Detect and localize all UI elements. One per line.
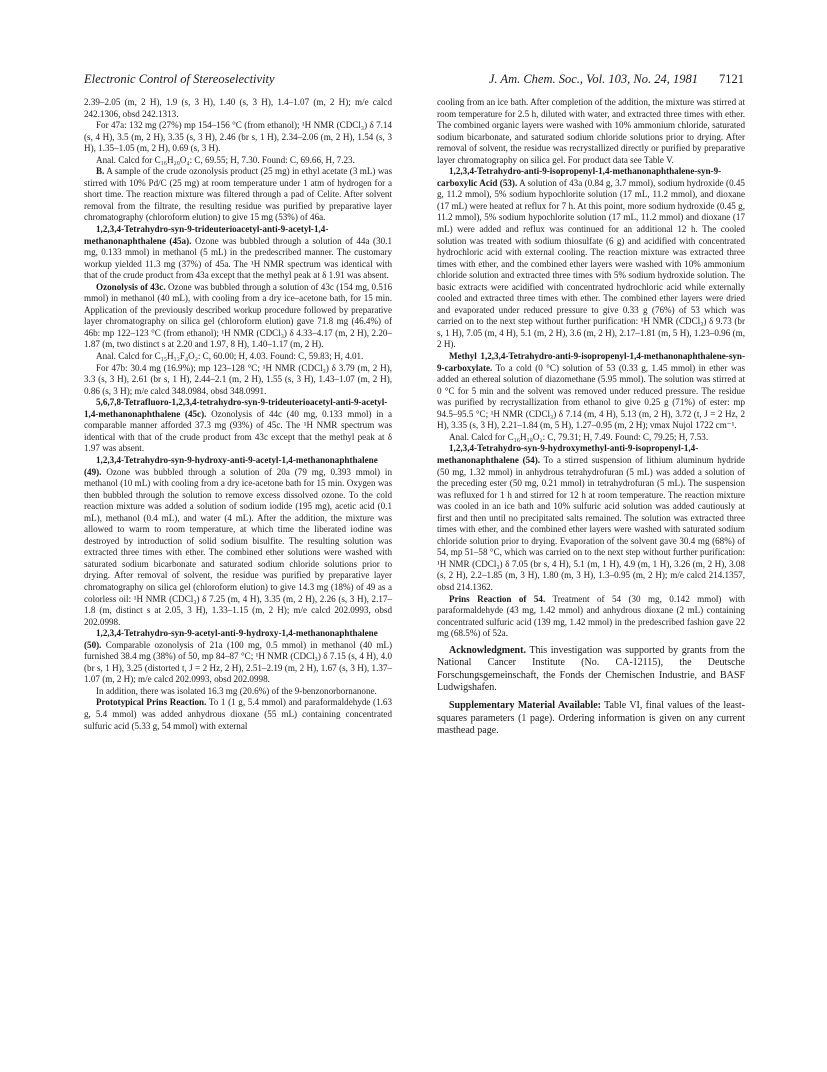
paragraph-heading: 5,6,7,8-Tetrafluoro-1,2,3,4-tetrahydro-syn-9-trideuterioacetyl-anti-9-acetyl-1,4-methanonaphthalene (45c). bbox=[84, 397, 388, 419]
paragraph-heading: Ozonolysis of 43c. bbox=[96, 281, 166, 292]
paragraph-heading: 1,2,3,4-Tetrahydro-syn-9-hydroxy-anti-9-acetyl-1,4-methanonaphthalene (49). bbox=[84, 454, 378, 477]
paragraph-text: Treatment of 54 (30 mg, 0.142 mmol) with paraformaldehyde (43 mg, 1.42 mmol) and anhydrous dioxane (2 mL) containing concentrated sulfuric acid (139 mg, 1.42 mmol) in the predescribed fashion gave 22 mg (68.5%) of 52a. bbox=[437, 593, 745, 639]
paragraph-text: For 47a: 132 mg (27%) mp 154–156 °C (from ethanol); ¹H NMR (CDCl₃) δ 7.14 (s, 4 H), 3.5 (m, 2 H), 3.35 (s, 3 H), 2.46 (br s, 1 H), 2.34–2.06 (m, 2 H), 1.54 (s, 3 H), 1.35–1.05 (m, 2 H), 0.69 (s, 3 H). bbox=[84, 120, 392, 154]
paragraph bbox=[437, 432, 745, 444]
paragraph-heading: Acknowledgment. bbox=[449, 644, 526, 656]
paragraph-text: A solution of 43a (0.84 g, 3.7 mmol), sodium hydroxide (0.45 g, 11.2 mmol), 5% sodium hypochlorite solution (17 mL, 11.2 mmol), and dioxane (17 mL) were heated at reflux for 7 h. At this point, more sodium hydroxide (0.45 g, 11.2 mmol), 5% sodium hypochlorite solution (17 mL, 11.2 mmol) and dioxane (17 mL) were added and reflux was continued for an additional 12 h. The cooled solution was treated with sodium thiosulfate (6 g) and acidified with concentrated hydrochloric acid with external cooling. The reaction mixture was extracted three times with ether, and the combined ether layers were washed with 10% ammonium chloride solution and extracted three times with 5% sodium hydroxide solution. The basic extracts were acidified with concentrated hydrochloric acid while externally cooled and extracted three times with ether. The combined ether layers were dried and evaporated under reduced pressure to give 0.33 g (76%) of 53 which was carried on to the next step without further purification: ¹H NMR (CDCl₃) δ 9.73 (br s, 1 H), 7.05 (m, 4 H), 5.1 (m, 2 H), 3.6 (m, 2 H), 2.17–1.81 (m, 5 H), 1.23–0.96 (m, 2 H). bbox=[437, 177, 745, 350]
paragraph bbox=[84, 351, 392, 363]
right-column bbox=[437, 97, 745, 738]
paragraph-heading: Methyl 1,2,3,4-Tetrahydro-anti-9-isopropenyl-1,4-methanonaphthalene-syn-9-carboxylate. bbox=[437, 351, 745, 373]
paragraph bbox=[84, 397, 392, 455]
paragraph bbox=[84, 686, 392, 698]
paragraph-heading: Supplementary Material Available: bbox=[449, 700, 601, 712]
paragraph bbox=[84, 697, 392, 732]
paragraph-text: To 1 (1 g, 5.4 mmol) and paraformaldehyde (1.63 g, 5.4 mmol) was added anhydrous dioxane (55 mL) containing concentrated sulfuric acid (5.33 g, 54 mmol) with external bbox=[84, 697, 393, 731]
paragraph-text: To a stirred suspension of lithium aluminum hydride (50 mg, 1.32 mmol) in anhydrous tetrahydrofuran (5 mL) was added a solution of the preceding ester (50 mg, 0.21 mmol) in tetrahydrofuran (5 mL). The suspension was refluxed for 1 h and stirred for 12 h at room temperature. The reaction mixture was cooled in an ice bath and 10% sulfuric acid solution was added cautiously at first and then until no precipitated salts remained. The solution was extracted three times with ether, and the combined ether layers were washed with saturated sodium chloride solution prior to drying. Evaporation of the solvent gave 30.4 mg (68%) of 54, mp 51–58 °C, which was carried on to the next step without further purification: ¹H NMR (CDCl₃) δ 7.05 (br s, 4 H), 5.1 (m, 1 H), 4.9 (m, 1 H), 3.26 (m, 2 H), 3.08 (s, 2 H), 2.2–1.85 (m, 3 H), 1.80 (m, 3 H), 1.3–0.95 (m, 2 H); m/e calcd 214.1357, obsd 214.1362. bbox=[437, 454, 745, 592]
paragraph bbox=[437, 594, 745, 640]
paragraph-text: This investigation was supported by grants from the National Cancer Institute (No. CA-12115), the Deutsche Forschungsgemeinschaft, the Fonds der Chemischen Industrie, and BASF Ludwigshafen. bbox=[437, 644, 745, 694]
paragraph-text: Anal. Calcd for C₁₆H₁₈O₂: C, 79.31; H, 7.49. Found: C, 79.25; H, 7.53. bbox=[449, 431, 709, 442]
paragraph-text: Table VI, final values of the least-squares parameters (1 page). Ordering information is given on any current masthead page. bbox=[437, 700, 746, 737]
left-column bbox=[84, 97, 392, 732]
paragraph bbox=[84, 155, 392, 167]
paragraph bbox=[437, 700, 745, 738]
paragraph-text: Anal. Calcd for C₁₅H₁₂F₄O₂: C, 60.00; H, 4.03. Found: C, 59.83; H, 4.01. bbox=[96, 351, 364, 362]
paragraph-text: Ozone was bubbled through a solution of 43c (154 mg, 0.516 mmol) in methanol (40 mL), with cooling from a dry ice–acetone bath, for 15 min. Application of the previously described workup procedure followed by preparative layer chromatography on silica gel (chloroform elution) gave 71.8 mg (46.4%) of 46b: mp 122–123 °C (from ethanol); ¹H NMR (CDCl₃) δ 4.33–4.17 (m, 2 H), 2.20–1.87 (m, two distinct s at 2.20 and 1.97, 8 H), 1.40–1.17 (m, 2 H). bbox=[84, 281, 392, 350]
paragraph bbox=[84, 455, 392, 628]
paragraph bbox=[437, 97, 745, 166]
paragraph bbox=[84, 224, 392, 282]
paragraph-heading: B. bbox=[96, 166, 105, 177]
paragraph bbox=[84, 363, 392, 398]
paragraph-text: In addition, there was isolated 16.3 mg (20.6%) of the 9-benzonorbornanone. bbox=[96, 685, 377, 696]
paragraph-heading: 1,2,3,4-Tetrahydro-syn-9-trideuterioacetyl-anti-9-acetyl-1,4-methanonaphthalene (45a). bbox=[84, 224, 329, 246]
paragraph bbox=[437, 443, 745, 593]
paragraph-heading: 1,2,3,4-Tetrahydro-syn-9-hydroxymethyl-anti-9-isopropenyl-1,4-methanonaphthalene (54). bbox=[437, 443, 699, 465]
paragraph-heading: Prins Reaction of 54. bbox=[449, 593, 546, 604]
paragraph-heading: 1,2,3,4-Tetrahydro-anti-9-isopropenyl-1,4-methanonaphthalene-syn-9-carboxylic Acid (53). bbox=[437, 166, 722, 188]
paragraph-text: Ozonolysis of 44c (40 mg, 0.133 mmol) in a comparable manner afforded 37.3 mg (93%) of 45c. The ¹H NMR spectrum was identical with that of the crude product from 43c except that the methyl peak at δ 1.97 was absent. bbox=[84, 408, 392, 454]
paragraph bbox=[84, 120, 392, 155]
paragraph bbox=[437, 351, 745, 432]
paragraph-text: cooling from an ice bath. After completion of the addition, the mixture was stirred at room temperature for 2.5 h, diluted with water, and extracted three times with ether. The combined organic layers were washed with 10% ammonium chloride, saturated sodium bicarbonate, and saturated sodium chloride solutions prior to drying. After removal of solvent, the residue was recrystallized directly or purified by preparative layer chromatography on silica gel. For product data see Table V. bbox=[437, 97, 745, 165]
paragraph-text: To a cold (0 °C) solution of 53 (0.33 g, 1.45 mmol) in ether was added an ethereal solution of diazomethane (5.95 mmol). The solution was stirred at 0 °C for 5 min and the solvent was removed under reduced pressure. The residue was purified by recrystallization from ethanol to give 0.25 g (71%) of ester: mp 94.5–95.5 °C; ¹H NMR (CDCl₃) δ 7.14 (m, 4 H), 5.13 (m, 2 H), 3.72 (t, J = 2 Hz, 2 H), 3.35 (s, 3 H), 2.21–1.84 (m, 5 H), 1.27–0.95 (m, 2 H); νmax Nujol 1722 cm⁻¹. bbox=[437, 362, 745, 431]
journal-reference: J. Am. Chem. Soc., Vol. 103, No. 24, 1981 bbox=[488, 72, 698, 86]
paragraph-text: 2.39–2.05 (m, 2 H), 1.9 (s, 3 H), 1.40 (s, 3 H), 1.4–1.07 (m, 2 H); m/e calcd 242.1306, obsd 242.1313. bbox=[84, 97, 392, 119]
paragraph-text: A sample of the crude ozonolysis product (25 mg) in ethyl acetate (3 mL) was stirred with 10% Pd/C (25 mg) at room temperature under 1 atm of hydrogen for a short time. The reaction mixture was filtered through a pad of Celite. After solvent removal from the filtrate, the resulting residue was purified by preparative layer chromatography (chloroform elution) to give 15 mg (53%) of 46a. bbox=[84, 166, 392, 223]
paragraph-text: Ozone was bubbled through a solution of 20a (79 mg, 0.393 mmol) in methanol (10 mL) with cooling from a dry ice-acetone bath for 15 min. Oxygen was then bubbled through the solution to remove excess dissolved ozone. To the cold reaction mixture was added a solution of sodium iodide (195 mg), acetic acid (0.1 mL), methanol (0.4 mL), and water (4 mL). After the addition, the mixture was allowed to warm to room temperature, at which time the liberated iodine was destroyed by introduction of solid sodium bisulfite. The resulting solution was extracted three times with ether. The combined ether solutions were washed with saturated sodium bicarbonate and saturated sodium chloride solutions prior to drying. After removal of solvent, the residue was purified by preparative layer chromatography on silica gel (chloroform elution) to give 14.3 mg (18%) of 49 as a colorless oil: ¹H NMR (CDCl₃) δ 7.25 (m, 4 H), 3.35 (m, 2 H), 2.26 (s, 3 H), 2.17–1.8 (m, distinct s at 2.05, 3 H), 1.33–1.15 (m, 2 H); m/e calcd 202.0993, obsd 202.0998. bbox=[84, 466, 392, 627]
paragraph-text: Comparable ozonolysis of 21a (100 mg, 0.5 mmol) in methanol (40 mL) furnished 38.4 mg (38%) of 50, mp 84–87 °C; ¹H NMR (CDCl₃) δ 7.15 (s, 4 H), 4.0 (br s, 1 H), 3.25 (distorted t, J = 2 Hz, 2 H), 2.51–2.19 (m, 2 H), 1.67 (s, 3 H), 1.37–1.07 (m, 2 H); m/e calcd 202.0993, obsd 202.0998. bbox=[84, 639, 392, 685]
paragraph bbox=[84, 97, 392, 120]
paragraph bbox=[84, 282, 392, 351]
paragraph bbox=[84, 628, 392, 686]
paragraph bbox=[84, 166, 392, 224]
paragraph-heading: Prototypical Prins Reaction. bbox=[96, 697, 207, 708]
page-number: 7121 bbox=[719, 72, 744, 86]
page-header bbox=[84, 72, 744, 88]
paragraph bbox=[437, 645, 745, 695]
paragraph-heading: 1,2,3,4-Tetrahydro-syn-9-acetyl-anti-9-hydroxy-1,4-methanonaphthalene (50). bbox=[84, 628, 378, 650]
paragraph-text: Ozone was bubbled through a solution of 44a (30.1 mg, 0.133 mmol) in methanol (5 mL) in the predescribed manner. The customary workup yielded 11.3 mg (37%) of 45a. The ¹H NMR spectrum was identical with that of the crude product from 43a except that the methyl peak at δ 1.91 was absent. bbox=[84, 235, 392, 281]
paragraph bbox=[437, 166, 745, 351]
running-title: Electronic Control of Stereoselectivity bbox=[84, 72, 275, 86]
paragraph-text: Anal. Calcd for C₁₆H₂₀O₄: C, 69.55; H, 7.30. Found: C, 69.66, H, 7.23. bbox=[96, 154, 355, 165]
paragraph-text: For 47b: 30.4 mg (16.9%); mp 123–128 °C; ¹H NMR (CDCl₃) δ 3.79 (m, 2 H), 3.3 (s, 3 H), 2.61 (br s, 1 H), 2.44–2.1 (m, 2 H), 1.55 (s, 3 H), 1.43–1.07 (m, 2 H), 0.86 (s, 3 H); m/e calcd 348.0984, obsd 348.0991. bbox=[84, 362, 392, 396]
